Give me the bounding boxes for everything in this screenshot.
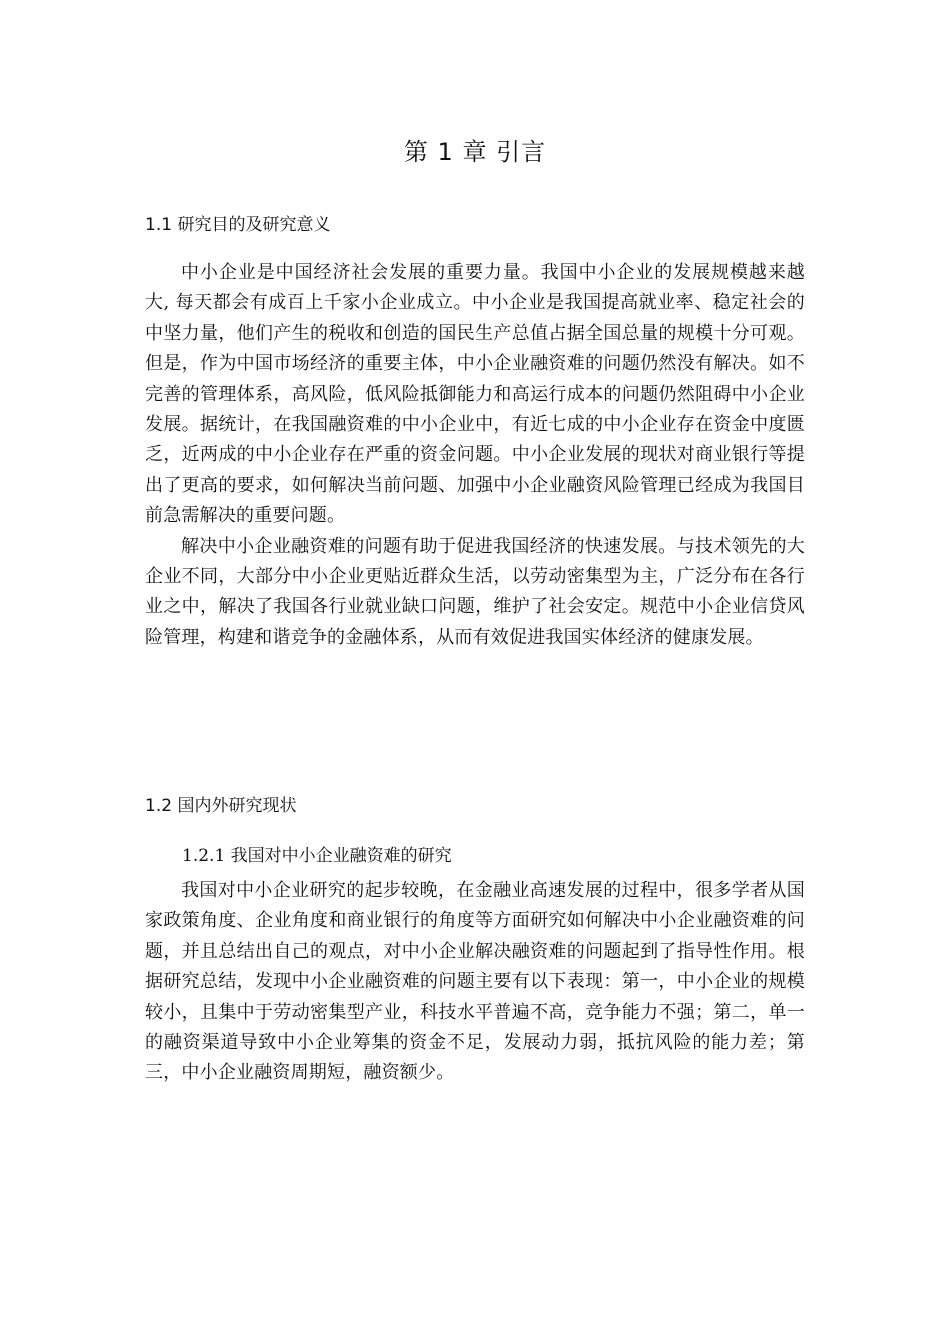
paragraph: 中小企业是中国经济社会发展的重要力量。我国中小企业的发展规模越来越大, 每天都会有成百上千家小企业成立。中小企业是我国提高就业率、稳定社会的中坚力量，他们产生的税收和创造的国民生产总值占据全国总量的规模十分可观。但是，作为中国市场经济的重要主体，中小企业融资难的问题仍然没有解决。如不完善的管理体系，高风险，低风险抵御能力和高运行成本的问题仍然阻碍中小企业发展。据统计，在我国融资难的中小企业中，有近七成的中小企业存在资金中度匮乏，近两成的中小企业存在严重的资金问题。中小企业发展的现状对商业银行等提出了更高的要求，如何解决当前问题、加强中小企业融资风险管理已经成为我国目前急需解决的重要问题。 xyxy=(145,262,805,527)
section-heading-1-2: 1.2 国内外研究现状 xyxy=(145,796,297,816)
section-heading-1-1: 1.1 研究目的及研究意义 xyxy=(145,215,331,235)
paragraph: 我国对中小企业研究的起步较晚，在金融业高速发展的过程中，很多学者从国家政策角度、企业角度和商业银行的角度等方面研究如何解决中小企业融资难的问题，并且总结出自己的观点，对中小企业解决融资难的问题起到了指导性作用。根据研究总结，发现中小企业融资难的问题主要有以下表现：第一，中小企业的规模较小，且集中于劳动密集型产业，科技水平普遍不高，竞争能力不强；第二，单一的融资渠道导致中小企业筹集的资金不足，发展动力弱，抵抗风险的能力差；第三，中小企业融资周期短，融资额少。 xyxy=(145,880,805,1084)
subsection-heading-1-2-1: 1.2.1 我国对中小企业融资难的研究 xyxy=(182,846,452,866)
section-1-2-body xyxy=(145,876,805,1089)
section-1-1-body xyxy=(145,258,805,653)
chapter-title: 第 1 章 引言 xyxy=(403,138,547,166)
paragraph: 解决中小企业融资难的问题有助于促进我国经济的快速发展。与技术领先的大企业不同，大部分中小企业更贴近群众生活，以劳动密集型为主，广泛分布在各行业之中，解决了我国各行业就业缺口问题，维护了社会安定。规范中小企业信贷风险管理，构建和谐竞争的金融体系，从而有效促进我国实体经济的健康发展。 xyxy=(145,535,805,648)
